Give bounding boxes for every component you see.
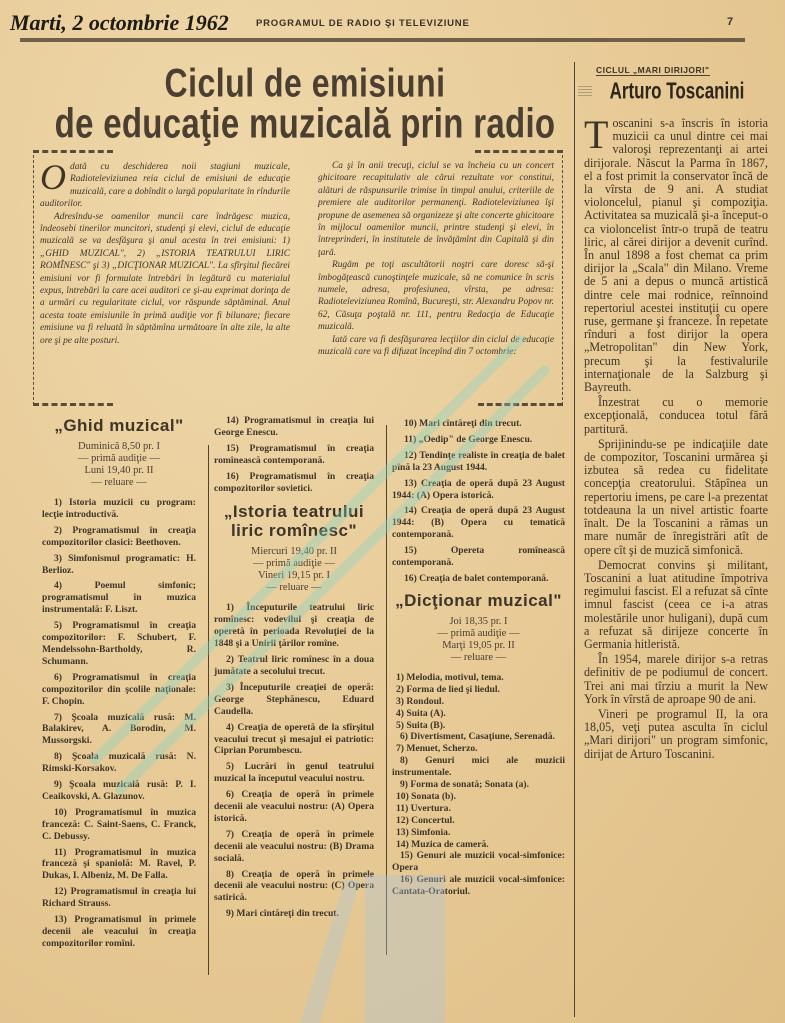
intro-column-right [318,160,554,359]
schedule: Joi 18,35 pr. I — primă audiţie — Marţi 19,05 pr. II — reluare — [437,615,520,663]
list-item: 14) Creaţia de operă după 23 August 1944: (B) Opera cu tematică contemporană. [392,505,565,541]
list-item: 8) Creaţia de operă în primele decenii ale veacului nostru: (C) Opera satirică. [214,868,374,904]
intro-paragraph: Iată care va fi desfăşurarea lecţiilor din ciclul de educaţie muzicală care va fi difuzat începînd din 7 octombrie: [318,334,554,358]
intro-paragraph: Rugăm pe toţi ascultătorii noştri care doresc să-şi îmbogăţească cunoştinţele muzicale, să ne comunice în scris numele, adresa, profesiunea, vîrsta, pe adresa: Radioteleviziunea Romînă, Bucureşti, str. Alexandru Popov nr. 62, Căsuţa poştală nr. 111, pentru Redacţia de Educaţie muzicală. [318,260,554,333]
list-item: 2) Forma de lied şi liedul. [396,683,500,695]
sidebar-paragraph: Vineri pe programul II, la ora 18,05, veţi putea asculta în ciclul „Mari dirijori" un program simfonic, dirijat de Arturo Toscanini. [584,706,768,761]
sidebar-paragraph: Toscanini s-a înscris în istoria muzicii ca unul dintre cei mai valoroşi reprezentanţi ai artei dirijorale. Născut la Parma în 1867, el a fost primit la conservator încă de la vîrsta de 9 ani. A studiat violoncelul, pianul şi compoziţia. Activitatea sa muzicală şi-a început-o ca violoncelist într-o trupă de teatru liric, al cărei dirijor a devenit curînd. În anul 1898 a fost chemat ca prim dirijor la „Scala" din Milano. Vreme de 5 ani a depus o muncă artistică dintre cele mai rodnice, reînnoind repertoriul acestei instituţii cu opere ruse, germane şi franceze. În repetate rînduri a fost dirijor la opera „Metropolitan" din New York, precum şi la festivalurile internaţionale de la Salzburg şi Bayreuth. [584,112,768,395]
list-item: 15) Programatismul în creaţia romînească contemporană. [214,442,374,466]
sidebar-paragraph: În 1954, marele dirijor s-a retras definitiv de pe podiumul de concert. Trei ani mai tîrziu a murit la New York în vîrstă de aproape 90 de ani. [584,652,768,706]
drop-cap: T [584,112,609,157]
list-item: 13) Programatismul în primele decenii ale veacului în creaţia compozitorilor romîni. [42,914,196,949]
list-item: 3) Rondoul. [396,695,444,707]
list-item: 6) Divertisment, Casaţiune, Serenadă. [400,731,555,743]
list-item: 14) Programatismul în creaţia lui George Enescu. [214,415,374,438]
column-divider [208,445,209,975]
intro-column-left [40,157,290,347]
list-item: 12) Concertul. [396,814,455,826]
column-divider [386,425,387,955]
list-item: 13) Simfonia. [396,826,451,838]
list-item: 16) Programatismul în creaţia compozitorilor sovietici. [214,470,374,494]
list-item: 16) Genuri ale muzicii vocal-simfonice: Cantata-Oratoriul. [392,874,565,898]
list-item: 14) Muzica de cameră. [396,838,489,850]
list-item: 7) Menuet, Scherzo. [396,743,478,755]
middle-column [214,415,374,924]
list-item: 7) Creaţia de operă în primele decenii ale veacului nostru: (B) Drama socială. [214,828,374,864]
section-title-ghid: „Ghid muzical" [54,416,184,435]
schedule: Duminică 8,50 pr. I — primă audiţie — Luni 19,40 pr. II — reluare — [78,441,160,488]
column-divider [574,62,575,1017]
list-item: 5) Programatismul în creaţia compozitorilor: F. Schubert, F. Mendelssohn-Bartholdy, R. Schumann. [42,620,196,667]
list-item: 8) Şcoala muzicală rusă: N. Rimski-Korsakov. [42,751,196,775]
list-item: 1) Melodia, motivul, tema. [396,671,504,683]
list-item: 11) Programatismul în muzica franceză şi spaniolă: M. Ravel, P. Dukas, I. Albeniz, M. De Falla. [42,846,196,882]
sidebar-paragraph: Sprijinindu-se pe indicaţiile date de compozitor, Toscanini urmărea şi izbutea să redea cu fidelitate concepţia creatorului. Stăpînea un repertoriu imens, pe care l-a prezentat totdeauna la un nivel artistic foarte înalt. De la Toscanini a rămas un mare număr de înregistrări atît de opere cît şi de muzică simfonică. [584,436,768,557]
list-item: 6) Creaţia de operă în primele decenii ale veacului nostru: (A) Opera istorică. [214,789,374,824]
list-item: 6) Programatismul în creaţia compozitorilor din şcolile naţionale: F. Chopin. [42,671,196,707]
list-item: 4) Suita (A). [396,707,446,719]
list-item: 11) Uvertura. [396,802,451,814]
schedule: Miercuri 19,40 pr. II — primă audiţie — Vineri 19,15 pr. I — reluare — [250,546,338,594]
list-item: 9) Şcoala muzicală rusă: P. I. Ceaikovski, A. Glazunov. [42,779,196,802]
list-item: 7) Şcoala muzicală rusă: M. Balakirev, A. Borodin, M. Mussorgski. [42,711,196,747]
list-item: 4) Poemul simfonic; programatismul în muzica instrumentală: F. Liszt. [42,580,196,616]
list-item: 15) Opereta romînească contemporană. [392,545,565,569]
list-item: 10) Sonata (b). [396,790,456,802]
list-item: 1) Istoria muzicii cu program: lecţie introductivă. [42,497,196,520]
drop-cap: O [40,157,66,197]
list-item: 16) Creaţia de balet contemporană. [404,572,549,584]
sidebar-body [584,112,768,763]
frame-corner [478,403,563,406]
list-item: 10) Mari cîntăreţi din trecut. [404,418,522,429]
frame-corner [475,150,563,153]
list-item: 13) Creaţia de operă după 23 August 1944: (A) Opera istorică. [392,477,565,501]
list-item: 4) Creaţia de operetă de la sfîrşitul veacului trecut şi mesajul ei patriotic: Ciprian Porumbescu. [214,721,374,757]
list-item: 5) Suita (B). [396,719,446,731]
list-item: 9) Forma de sonată; Sonata (a). [400,779,529,791]
list-item: 8) Genuri mici ale muzicii instrumentale. [392,755,565,779]
article-title-line-2: de educaţie muzicală prin radio [54,100,556,147]
list-item: 12) Tendinţe realiste în creaţia de balet pînă la 23 August 1944. [392,449,565,473]
list-item: 2) Teatrul liric romînesc în a doua jumătate a secolului trecut. [214,654,374,677]
intro-paragraph: Adresîndu-se oamenilor muncii care îndrăgesc muzica, îndeosebi tinerilor muncitori, studenţi şi elevi, ciclul de educaţie muzicală se va desfăşura şi anul acesta în trei emisiuni: 1) „GHID MUZICAL", 2) „ISTORIA TEATRULUI LIRIC ROMÎNESC" şi 3) „DICŢIONAR MUZICAL". La sfîrşitul fiecărei emisiuni vor fi formulate întrebări în legătură cu materialul expus, întrebări la care acei auditori ce şi-au exprimat dorinţa de a urmări cu regularitate ciclul, vor răspunde săptăminal. Anul acesta toate emisiunile în primă audiţie vor fi bilunare; fiecare emisiune va fi reluată în săptămîna următoare în alte zile, la alte ore şi pe alte posturi. [40,211,290,346]
section-title-dictionar: „Dicţionar muzical" [395,590,562,610]
list-item: 9) Mari cîntăreţi din trecut. [226,908,339,920]
list-item: 5) Lucrări în genul teatrului muzical la începutul veacului nostru. [214,761,374,785]
issue-date: Marti, 2 octombrie 1962 [10,10,229,35]
third-column [392,418,565,898]
header-divider [20,38,745,42]
list-item: 3) Simfonismul programatic: H. Berlioz. [42,552,196,576]
sidebar-kicker: CICLUL „MARI DIRIJORI" [596,65,710,75]
dictionar-list [392,672,565,898]
list-item: 11) „Oedip" de George Enescu. [404,433,533,445]
intro-paragraph: Odată cu deschiderea noii stagiuni muzicale, Radioteleviziunea reia ciclul de emisiuni de educaţie muzicală, care a dobîndit o largă popularitate în rîndurile auditorilor. [40,157,290,210]
list-item: 15) Genuri ale muzicii vocal-simfonice: Opera [392,850,565,874]
sidebar-paragraph: Democrat convins şi militant, Toscanini a luat atitudine împotriva regimului fascist. El a refuzat să cînte imnul fascist (ceea ce i-a atras molestările unor huligani), după cum a refuzat să dirijeze concerte în Germania hitleristă. [584,557,768,651]
list-item: 3) Începuturile creaţiei de operă: George Stephănescu, Eduard Caudella. [214,681,374,717]
article-title-line-1: Ciclul de emisiuni [164,60,446,105]
list-item: 2) Programatismul în creaţia compozitorilor clasici: Beethoven. [42,524,196,548]
frame-corner [33,150,113,153]
publication-name: PROGRAMUL DE RADIO ŞI TELEVIZIUNE [256,18,470,29]
list-item: 10) Programatismul în muzica franceză: C. Saint-Saens, C. Franck, C. Debussy. [42,806,196,842]
list-item: 12) Programatismul în creaţia lui Richard Strauss. [42,886,196,910]
frame-corner [33,403,113,406]
list-item: 1) Începuturile teatrului liric romînesc: vodevilul şi creaţia de operetă în perioada Revoluţiei de la 1848 şi a Unirii ţărilor romîne. [214,602,374,650]
section-title-istoria: „Istoria teatrului liric romînesc" [223,502,365,541]
page-number: 7 [727,16,734,28]
intro-paragraph: Ca şi în anii trecuţi, ciclul se va încheia cu un concert ghicitoare recapitulativ ale cărui rezultate vor constitui, alături de răspunsurile trimise în timpul anului, criteriile de premiere ale auditorilor permanenţi. Radioteleviziunea îşi propune de asemenea să organizeze şi alte concerte ghicitoare în mijlocul oamenilor muncii, printre studenţi şi elevi, în întreprinderi, în institutele de învăţămînt din Capitală şi din ţară. [318,161,554,258]
sidebar-paragraph: Înzestrat cu o memorie excepţională, conducea totul fără partitură. [584,395,768,436]
ghid-muzical-column [42,414,196,954]
sidebar-title: Arturo Toscanini [609,78,745,104]
